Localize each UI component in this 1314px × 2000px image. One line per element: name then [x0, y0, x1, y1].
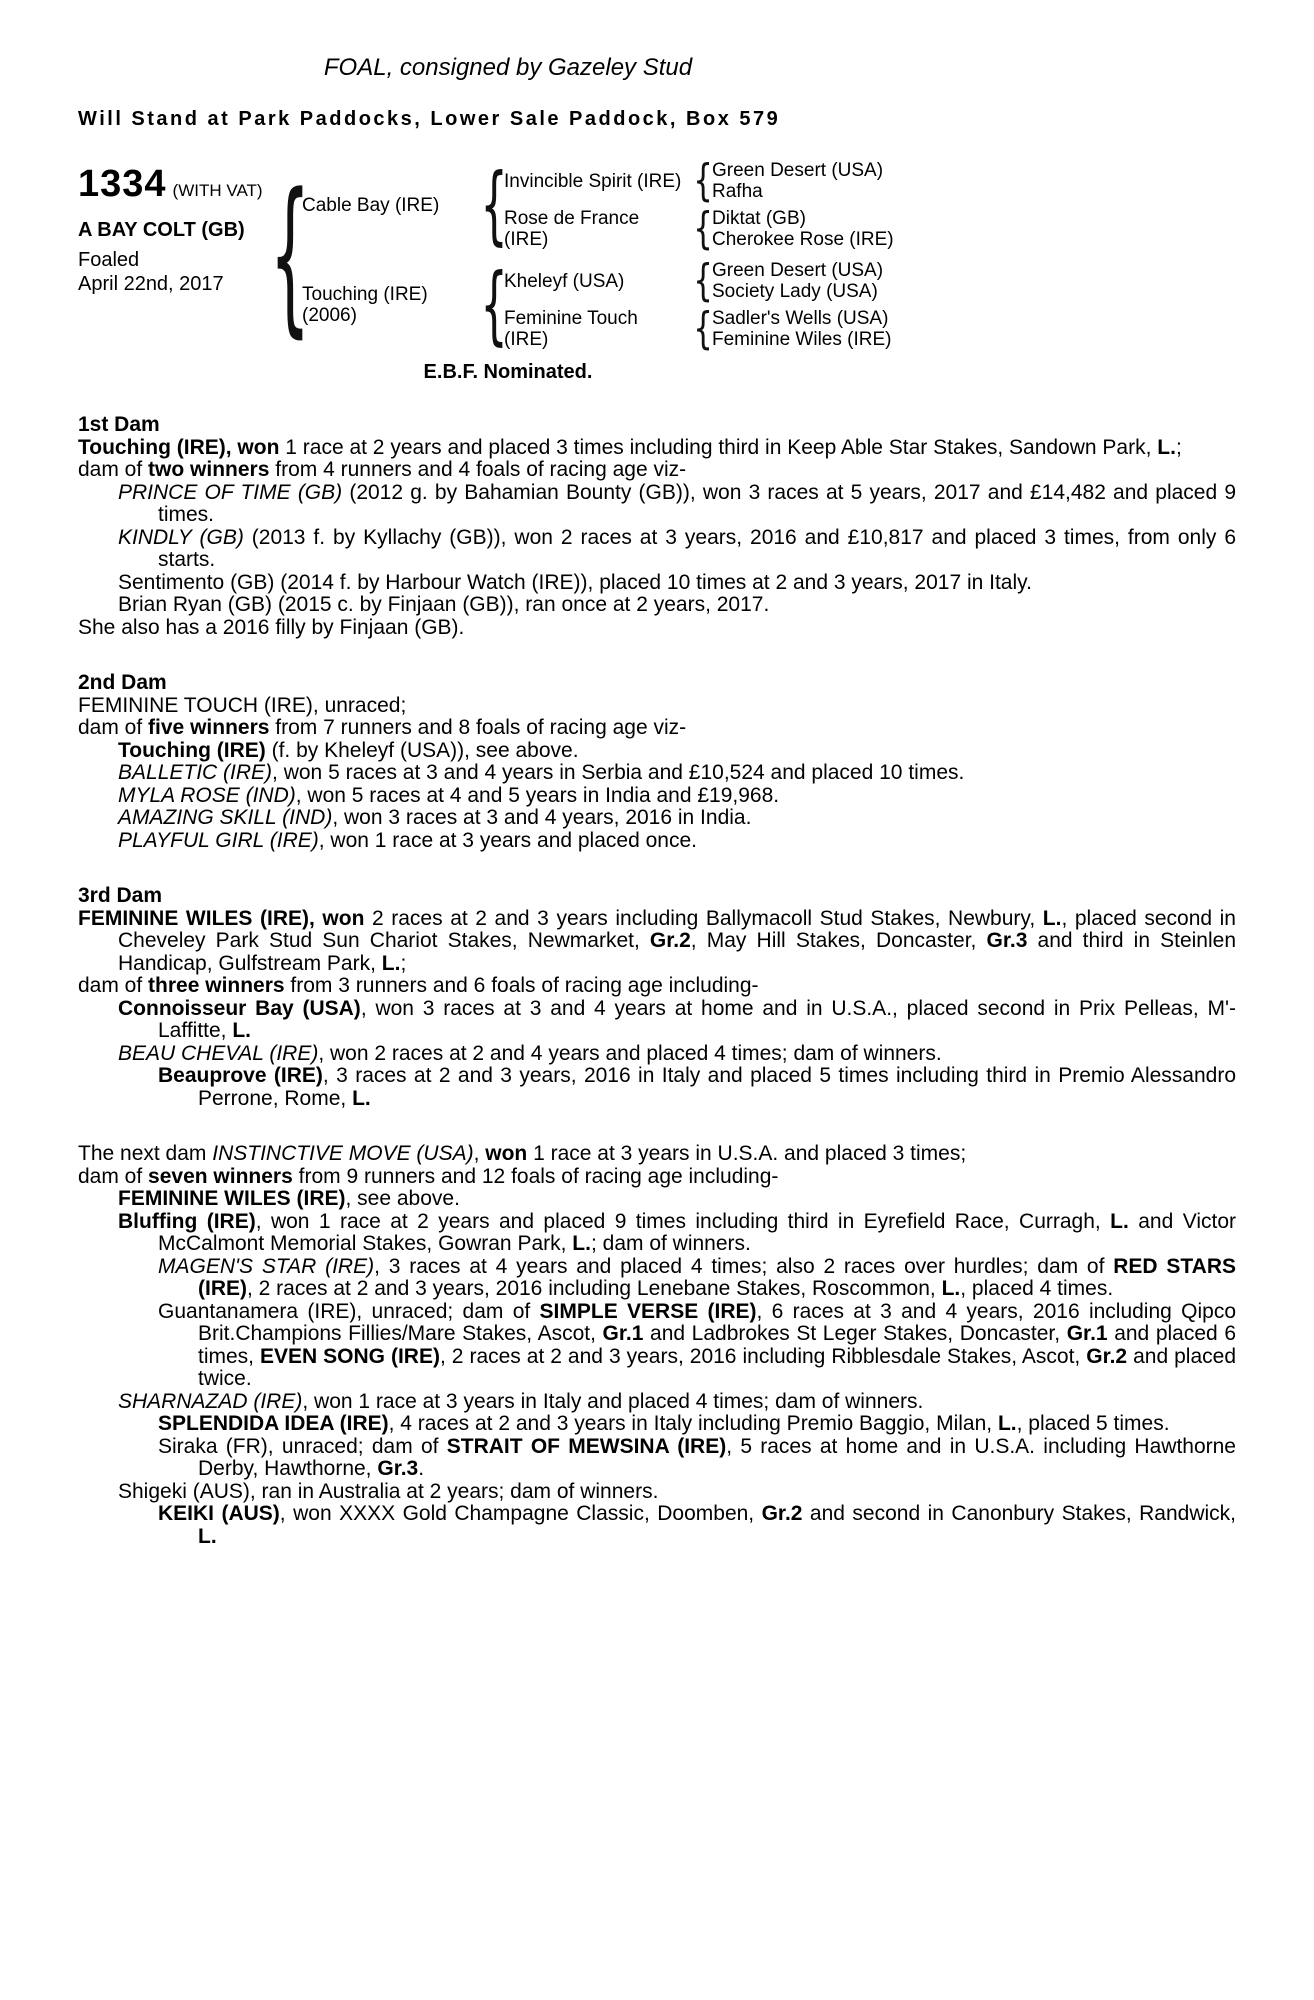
gen3-pair: [712, 308, 1236, 350]
text-run: PRINCE OF TIME (GB): [118, 480, 343, 504]
text-run: , 5 races at home and in U.S.A. including Hawthorne Derby, Hawthorne,: [198, 1434, 1236, 1480]
pedigree-brace: {: [693, 203, 713, 254]
pedigree-sire-unit: [302, 157, 1236, 253]
text-run: , see above.: [345, 1187, 460, 1210]
catalogue-paragraph: [78, 1301, 1236, 1391]
consignor-title: FOAL, consigned by Gazeley Stud: [323, 54, 693, 81]
text-run: from 3 runners and 6 foals of racing age including-: [284, 974, 759, 997]
text-run: Gr.3: [377, 1457, 419, 1480]
text-run: ;: [400, 951, 407, 975]
catalogue-paragraph: [78, 617, 1236, 640]
text-run: , 2 races at 2 and 3 years, 2016 including Lenebane Stakes, Roscommon,: [247, 1277, 942, 1300]
text-run: SIMPLE VERSE (IRE): [539, 1299, 757, 1323]
text-run: .: [418, 1457, 425, 1480]
catalogue-paragraph: [78, 1065, 1236, 1110]
gen2-name: [504, 208, 694, 250]
text-run: L.: [941, 1277, 961, 1300]
gen3-name: Green Desert (USA): [712, 260, 884, 281]
text-run: dam of: [78, 716, 149, 739]
catalogue-paragraph: [78, 695, 1236, 718]
catalogue-paragraph: [78, 717, 1236, 740]
text-run: and third in Steinlen Handicap, Gulfstream Park,: [118, 929, 1237, 975]
text-run: (2012 g. by Bahamian Bounty (GB)), won 3 races at 5 years, 2017 and £14,482 and placed 9 times.: [158, 480, 1237, 526]
dam-name: [302, 284, 484, 326]
gen2-name-line1: Kheleyf (USA): [504, 270, 625, 292]
foaled-block: [78, 248, 278, 296]
pedigree-brace: {: [480, 155, 508, 255]
text-run: ; dam of winners.: [590, 1232, 751, 1255]
catalogue-paragraph: [78, 1143, 1236, 1166]
text-run: , 4 races at 2 and 3 years in Italy including Premio Baggio, Milan,: [388, 1412, 998, 1435]
text-run: , won 2 races at 2 and 4 years and placed 4 times; dam of winners.: [318, 1041, 942, 1065]
text-run: , won 3 races at 3 and 4 years at home and in U.S.A., placed second in Prix Pelleas, M'-Laffitte,: [158, 996, 1236, 1042]
text-run: Gr.3: [986, 929, 1028, 952]
dam-section: [78, 414, 1236, 639]
text-run: , won 1 race at 3 years and placed once.: [318, 828, 697, 852]
pedigree-brace: {: [480, 255, 508, 355]
text-run: Guantanamera (IRE), unraced; dam of: [158, 1299, 540, 1323]
text-run: , won 1 race at 2 years and placed 9 times including third in Eyrefield Race, Curragh,: [255, 1209, 1111, 1233]
text-run: from 9 runners and 12 foals of racing age including-: [292, 1164, 779, 1188]
catalogue-paragraph: [78, 1188, 1236, 1211]
foaled-label: Foaled: [78, 249, 140, 271]
text-run: L.: [1157, 435, 1176, 459]
text-run: from 4 runners and 4 foals of racing age viz-: [269, 458, 687, 481]
text-run: Gr.1: [1066, 1322, 1108, 1345]
catalogue-paragraph: [78, 762, 1236, 785]
text-run: L.: [352, 1086, 371, 1110]
text-run: Beauprove (IRE): [158, 1064, 323, 1087]
sire-name: [302, 195, 484, 216]
catalogue-paragraph: [78, 807, 1236, 830]
text-run: two winners: [148, 458, 270, 481]
text-run: SPLENDIDA IDEA (IRE): [158, 1412, 389, 1435]
text-run: , won 3 races at 3 and 4 years, 2016 in India.: [332, 806, 752, 829]
gen2-name-line1: Invincible Spirit (IRE): [504, 170, 682, 192]
foaled-date: April 22nd, 2017: [78, 273, 224, 295]
catalogue-paragraph: [78, 1043, 1236, 1066]
dam-section: [78, 1143, 1236, 1548]
catalogue-paragraph: [78, 1166, 1236, 1189]
text-run: Touching (IRE): [118, 738, 266, 762]
text-run: FEMININE WILES (IRE): [118, 1187, 346, 1210]
text-run: Gr.1: [602, 1322, 644, 1345]
pedigree-tree: [302, 157, 1236, 353]
gen3-name: Diktat (GB): [712, 208, 806, 229]
text-run: , placed second in Cheveley Park Stud Sun Chariot Stakes, Newmarket,: [118, 906, 1236, 952]
text-run: Brian Ryan (GB) (2015 c. by Finjaan (GB)), ran once at 2 years, 2017.: [118, 593, 770, 616]
pedigree-brace: {: [693, 155, 713, 206]
catalogue-paragraph: [78, 975, 1236, 998]
catalogue-paragraph: [78, 1256, 1236, 1301]
pedigree-gen2-unit: [504, 255, 1236, 306]
catalogue-paragraph: [78, 785, 1236, 808]
text-run: 2 races at 2 and 3 years including Ballymacoll Stud Stakes, Newbury,: [364, 906, 1043, 930]
text-run: BALLETIC (IRE): [118, 761, 273, 784]
text-run: Sentimento (GB) (2014 f. by Harbour Watch (IRE)), placed 10 times at 2 and 3 years, 2017 in Italy.: [118, 570, 1032, 594]
pedigree-gen2-unit: [504, 203, 1236, 254]
gen3-name: Sadler's Wells (USA): [712, 308, 889, 329]
text-run: MAGEN'S STAR (IRE): [158, 1254, 375, 1278]
sire-name-line1: Cable Bay (IRE): [302, 194, 440, 216]
text-run: Bluffing (IRE): [118, 1209, 256, 1233]
text-run: L.: [381, 951, 401, 975]
text-run: Gr.2: [761, 1502, 803, 1525]
lot-info: [78, 157, 278, 353]
text-run: , 3 races at 4 years and placed 4 times; also 2 races over hurdles; dam of: [374, 1254, 1114, 1278]
gen2-name: [504, 171, 694, 192]
text-run: EVEN SONG (IRE): [260, 1344, 440, 1368]
pedigree-block: [78, 157, 1236, 353]
text-run: , won XXXX Gold Champagne Classic, Doomben,: [279, 1502, 762, 1525]
text-run: The next dam: [78, 1142, 213, 1165]
dam-section: [78, 885, 1236, 1110]
gen2-name-line1: Feminine Touch: [504, 308, 638, 329]
catalogue-paragraph: [78, 1211, 1236, 1256]
text-run: three winners: [148, 974, 285, 997]
text-run: and placed twice.: [198, 1344, 1237, 1390]
text-run: and second in Canonbury Stakes, Randwick,: [802, 1502, 1236, 1525]
text-run: Siraka (FR), unraced; dam of: [158, 1434, 447, 1458]
text-run: from 7 runners and 8 foals of racing age viz-: [269, 716, 687, 739]
text-run: Gr.2: [1086, 1344, 1128, 1368]
dam-section: [78, 672, 1236, 852]
lot-number: 1334: [78, 163, 167, 205]
text-run: L.: [1110, 1209, 1129, 1233]
gen3-name: Feminine Wiles (IRE): [712, 329, 892, 350]
text-run: ,: [473, 1142, 486, 1165]
text-run: 1 race at 2 years and placed 3 times including third in Keep Able Star Stakes, Sandown Park,: [279, 435, 1158, 459]
text-run: and Ladbrokes St Leger Stakes, Doncaster,: [643, 1322, 1067, 1345]
catalogue-paragraph: [78, 1503, 1236, 1548]
stand-location-line: Will Stand at Park Paddocks, Lower Sale Paddock, Box 579: [78, 108, 781, 130]
text-run: Touching (IRE), won: [78, 435, 280, 459]
catalogue-paragraph: [78, 830, 1236, 853]
gen2-name: [504, 271, 694, 292]
text-run: , 6 races at 3 and 4 years, 2016 including Qipco Brit.Champions Fillies/Mare Stakes, Ascot,: [198, 1299, 1236, 1345]
text-run: , won 5 races at 3 and 4 years in Serbia and £10,524 and placed 10 times.: [272, 761, 965, 784]
text-run: five winners: [148, 716, 270, 739]
text-run: , placed 5 times.: [1016, 1412, 1170, 1435]
text-run: L.: [997, 1412, 1017, 1435]
catalogue-paragraph: [78, 1481, 1236, 1504]
text-run: FEMININE TOUCH (IRE), unraced;: [78, 693, 407, 717]
text-run: , won 1 race at 3 years in Italy and placed 4 times; dam of winners.: [302, 1389, 924, 1413]
catalogue-paragraph: [78, 527, 1236, 572]
section-heading: 2nd Dam: [78, 671, 167, 694]
gen3-pair: [712, 160, 1236, 202]
text-run: STRAIT OF MEWSINA (IRE): [446, 1434, 727, 1458]
text-run: L.: [1042, 906, 1062, 930]
pedigree-dam-unit: [302, 257, 1236, 353]
text-run: PLAYFUL GIRL (IRE): [118, 828, 319, 852]
text-run: , 3 races at 2 and 3 years, 2016 in Italy and placed 5 times including third in Premio Alessandro Perrone, Rome,: [198, 1064, 1236, 1110]
text-run: (2013 f. by Kyllachy (GB)), won 2 races at 3 years, 2016 and £10,817 and placed 3 times, from only 6 starts.: [158, 525, 1236, 571]
text-run: seven winners: [148, 1164, 293, 1188]
text-run: dam of: [78, 458, 149, 481]
catalogue-paragraph: [78, 572, 1236, 595]
text-run: won: [485, 1142, 528, 1165]
catalogue-paragraph: [78, 437, 1236, 460]
dam-sections: [78, 414, 1236, 1548]
catalogue-paragraph: [78, 459, 1236, 482]
section-heading: 1st Dam: [78, 413, 160, 436]
text-run: 1 race at 3 years in U.S.A. and placed 3 times;: [527, 1142, 967, 1165]
pedigree-main-brace: {: [269, 157, 311, 353]
text-run: dam of: [78, 1164, 149, 1188]
dam-name-line1: Touching (IRE): [302, 284, 428, 305]
gen2-name: [504, 308, 694, 350]
lot-description: A BAY COLT (GB): [78, 219, 245, 241]
gen3-name: Green Desert (USA): [712, 160, 884, 181]
text-run: BEAU CHEVAL (IRE): [118, 1041, 319, 1065]
text-run: and Victor McCalmont Memorial Stakes, Gowran Park,: [158, 1209, 1236, 1255]
text-run: AMAZING SKILL (IND): [118, 806, 333, 829]
gen2-name-line2: (IRE): [504, 229, 549, 250]
pedigree-brace: {: [693, 303, 713, 354]
catalogue-paragraph: [78, 740, 1236, 763]
text-run: INSTINCTIVE MOVE (USA): [212, 1142, 474, 1165]
text-run: , 2 races at 2 and 3 years, 2016 including Ribblesdale Stakes, Ascot,: [439, 1344, 1087, 1368]
gen3-name: Cherokee Rose (IRE): [712, 229, 894, 250]
text-run: L.: [232, 1019, 252, 1042]
gen2-name-line2: (IRE): [504, 329, 549, 350]
text-run: , placed 4 times.: [960, 1277, 1114, 1300]
text-run: , May Hill Stakes, Doncaster,: [690, 929, 987, 952]
vat-note: (WITH VAT): [172, 181, 263, 200]
text-run: Connoisseur Bay (USA): [118, 996, 361, 1020]
catalogue-paragraph: [78, 998, 1236, 1043]
ebf-nominated-line: E.B.F. Nominated.: [423, 361, 593, 383]
text-run: KINDLY (GB): [118, 525, 244, 549]
text-run: , won 5 races at 4 and 5 years in India and £19,968.: [295, 783, 780, 807]
text-run: Gr.2: [649, 929, 691, 952]
text-run: She also has a 2016 filly by Finjaan (GB).: [78, 615, 465, 639]
text-run: Shigeki (AUS), ran in Australia at 2 years; dam of winners.: [118, 1479, 659, 1503]
text-run: dam of: [78, 974, 149, 997]
gen3-pair: [712, 260, 1236, 302]
gen3-pair: [712, 208, 1236, 250]
catalogue-paragraph: [78, 1413, 1236, 1436]
dam-name-line2: (2006): [302, 305, 357, 326]
catalogue-paragraph: [78, 1436, 1236, 1481]
text-run: L.: [198, 1524, 217, 1548]
gen3-name: Society Lady (USA): [712, 281, 878, 302]
text-run: KEIKI (AUS): [158, 1502, 280, 1525]
text-run: (f. by Kheleyf (USA)), see above.: [265, 738, 579, 762]
catalogue-paragraph: [78, 594, 1236, 617]
section-heading: 3rd Dam: [78, 884, 163, 907]
text-run: RED STARS (IRE): [198, 1254, 1236, 1300]
catalogue-paragraph: [78, 908, 1236, 976]
text-run: L.: [572, 1232, 591, 1255]
text-run: SHARNAZAD (IRE): [118, 1389, 303, 1413]
pedigree-gen2-unit: [504, 303, 1236, 354]
gen3-name: Rafha: [712, 181, 763, 202]
text-run: FEMININE WILES (IRE), won: [78, 906, 365, 930]
pedigree-gen2-unit: [504, 155, 1236, 206]
text-run: and placed 6 times,: [198, 1322, 1236, 1368]
text-run: MYLA ROSE (IND): [118, 783, 296, 807]
catalogue-paragraph: [78, 1391, 1236, 1414]
gen2-name-line1: Rose de France: [504, 208, 640, 229]
pedigree-brace: {: [693, 255, 713, 306]
lot-number-row: [78, 165, 278, 203]
catalogue-paragraph: [78, 482, 1236, 527]
text-run: ;: [1175, 435, 1182, 459]
